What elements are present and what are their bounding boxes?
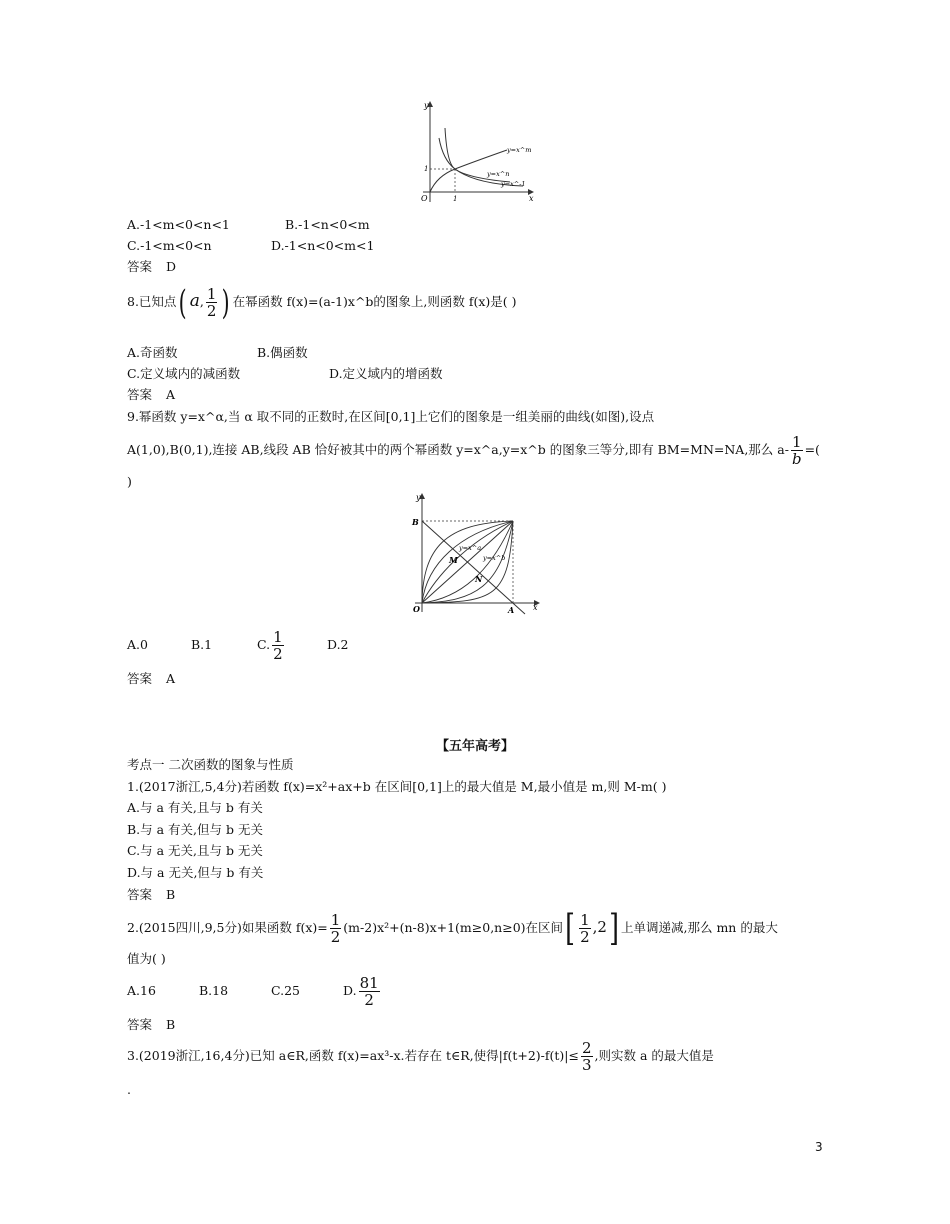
answer-label: 答案 [127,887,153,902]
q8-option-a[interactable]: A.奇函数 [127,345,178,360]
power-function-figure-1 [415,98,540,206]
y-axis-label: y [416,493,421,502]
p3-suffix: ,则实数 a 的最大值是 [594,1048,714,1063]
q8-option-d[interactable]: D.定义域内的增函数 [329,366,443,381]
section-heading: 【五年高考】 [435,739,514,754]
p2-fraction: $\frac{1}{2}$ [330,911,341,946]
p2-interval-fraction: $\frac{1}{2}$ [580,911,590,946]
q9-option-b[interactable]: B.1 [191,637,213,652]
curve-x-neg [445,128,523,186]
q9-option-c[interactable]: C. $\frac{1}{2}$ [257,628,283,663]
q7-option-c[interactable]: C.-1<m<0<n [127,238,212,253]
answer-label: 答案 [127,259,153,274]
q9-option-a[interactable]: A.0 [127,637,148,652]
answer-label: 答案 [127,1017,153,1032]
answer-value: D [166,259,177,274]
q9-line2-prefix: A(1,0),B(0,1),连接 AB,线段 AB 恰好被其中的两个幂函数 y=x^a,y=x^b 的图象三等分,即有 BM=MN=NA,那么 a- [127,442,789,457]
p2-options [127,973,382,1009]
curve-m-label: y=x^m [507,146,532,154]
q7-options-row-2 [127,238,374,254]
p2-middle: (m-2)x²+(n-8)x+1(m≥0,n≥0)在区间 [343,920,564,935]
q8-option-b[interactable]: B.偶函数 [257,345,308,360]
curve-b-label: y=x^b [483,554,506,562]
answer-value: A [166,671,176,686]
q9-options [127,627,349,663]
point-m-label: M [449,555,458,565]
curve-neg-label: y=x^-1 [501,180,526,188]
p2-option-a[interactable]: A.16 [127,983,156,998]
origin-label: O [421,194,428,203]
p3-stem-line-1 [127,1038,714,1074]
answer-value: A [166,387,176,402]
p2-option-c[interactable]: C.25 [271,983,300,998]
p2-stem-line-2: 值为( ) [127,951,166,966]
p2-suffix: 上单调递减,那么 mn 的最大 [621,920,778,935]
q7-options-row-1 [127,217,370,233]
y-axis-label: y [424,101,429,110]
p3-fraction: $\frac{2}{3}$ [581,1039,592,1074]
p2-stem-line-1: 2.(2015四川,9,5分)如果函数 f(x)= $\frac{1}{2}$ (m-2)x²+(n-8)x+1(m≥0,n≥0)在区间[ $\frac{1}{2}$ ,2] 上单调递减,那么 mn 的最大 [127,907,778,949]
p1-answer [127,887,175,903]
p1-option-b[interactable]: B.与 a 有关,但与 b 无关 [127,822,263,837]
answer-value: B [166,1017,176,1032]
q8-point-a: a [189,291,200,311]
p1-option-a[interactable]: A.与 a 有关,且与 b 有关 [127,800,263,815]
q8-fraction: $\frac{1}{2}$ [206,285,217,320]
q8-answer [127,387,175,403]
q7-option-d[interactable]: D.-1<n<0<m<1 [271,238,375,253]
q8-prefix: 8.已知点 [127,294,177,309]
point-n-label: N [475,574,483,584]
q9-line2-suffix: =( [804,442,820,457]
p2-prefix: 2.(2015四川,9,5分)如果函数 f(x)= [127,920,328,935]
q8-option-c[interactable]: C.定义域内的减函数 [127,366,241,381]
topic-title: 考点一 二次函数的图象与性质 [127,757,294,772]
power-function-figure-2 [405,488,545,618]
q9-stem-line-1: 9.幂函数 y=x^α,当 α 取不同的正数时,在区间[0,1]上它们的图象是一组美丽的曲线(如图),设点 [127,409,655,424]
q7-answer [127,259,176,275]
curve-a-label: y=x^a [459,544,482,552]
answer-label: 答案 [127,671,153,686]
page-number: 3 [815,1140,823,1154]
q8-options-row-1 [127,345,308,361]
q7-option-b[interactable]: B.-1<n<0<m [285,217,370,232]
answer-value: B [166,887,176,902]
p2-interval-right: ,2 [592,918,607,936]
q9-option-d[interactable]: D.2 [327,637,349,652]
p2-option-d[interactable]: D. $\frac{81}{2}$ [343,974,379,1009]
p2-option-b[interactable]: B.18 [199,983,229,998]
origin-label: O [413,604,420,614]
q9-stem-line-3: ) [127,474,132,489]
q8-stem: 8.已知点( a, $\frac{1}{2}$ ) 在幂函数 f(x)=(a-1)x^b的图象上,则函数 f(x)是( ) [127,282,517,323]
point-a-label: A [508,605,515,615]
p3-prefix: 3.(2019浙江,16,4分)已知 a∈R,函数 f(x)=ax³-x.若存在 t∈R,使得|f(t+2)-f(t)|≤ [127,1048,579,1063]
p1-option-d[interactable]: D.与 a 无关,但与 b 有关 [127,865,264,880]
point-b-label: B [412,517,419,527]
tick-y-label: 1 [424,165,429,173]
answer-label: 答案 [127,387,153,402]
tick-x-label: 1 [453,195,458,203]
p1-stem: 1.(2017浙江,5,4分)若函数 f(x)=x²+ax+b 在区间[0,1]上的最大值是 M,最小值是 m,则 M-m( ) [127,779,667,794]
p1-option-c[interactable]: C.与 a 无关,且与 b 无关 [127,843,263,858]
q9-stem-line-2 [127,434,820,467]
q8-suffix: 在幂函数 f(x)=(a-1)x^b的图象上,则函数 f(x)是( ) [232,294,517,309]
p2-answer [127,1017,175,1033]
p3-stem-line-2: . [127,1082,131,1097]
q8-options-row-2 [127,366,443,382]
x-axis-label: x [533,603,538,612]
q7-option-a[interactable]: A.-1<m<0<n<1 [127,217,230,232]
curve-n-label: y=x^n [487,170,510,178]
q9-fraction: $\frac{1}{b}$ [791,433,802,468]
q9-answer [127,671,175,687]
x-axis-label: x [529,194,534,203]
